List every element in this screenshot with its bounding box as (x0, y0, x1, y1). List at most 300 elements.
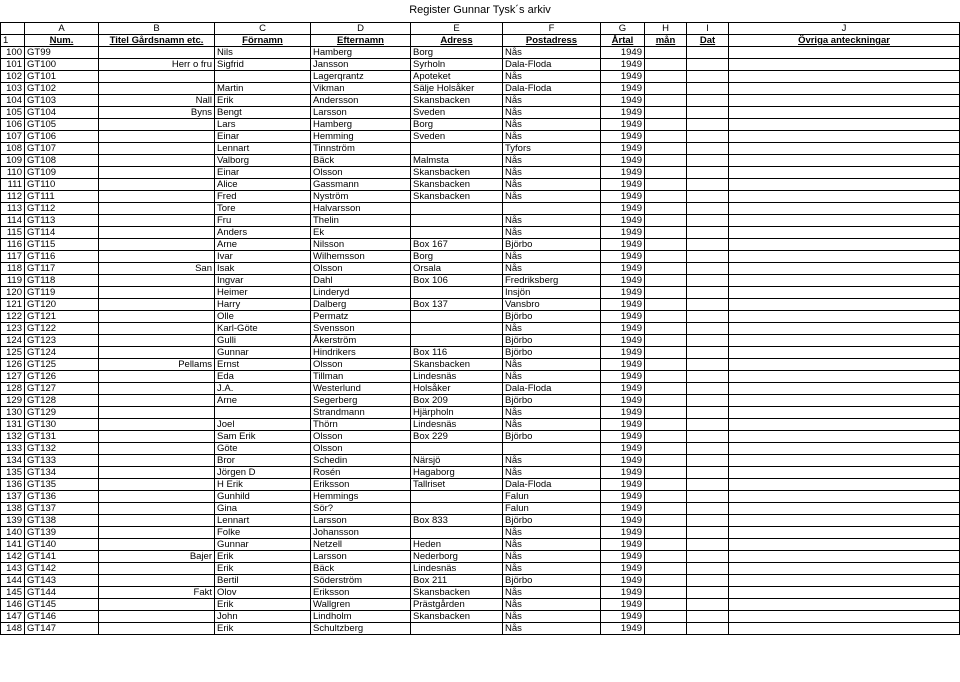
num-cell[interactable]: GT134 (25, 467, 99, 479)
day-cell[interactable] (687, 119, 729, 131)
day-cell[interactable] (687, 611, 729, 623)
row-number[interactable]: 125 (1, 347, 25, 359)
lastname-cell[interactable]: Jansson (311, 59, 411, 71)
lastname-cell[interactable]: Eriksson (311, 587, 411, 599)
num-cell[interactable]: GT146 (25, 611, 99, 623)
day-cell[interactable] (687, 83, 729, 95)
lastname-cell[interactable]: Vikman (311, 83, 411, 95)
notes-cell[interactable] (729, 215, 960, 227)
num-cell[interactable]: GT100 (25, 59, 99, 71)
firstname-cell[interactable]: John (215, 611, 311, 623)
title-cell[interactable] (99, 83, 215, 95)
address-cell[interactable]: Sälje Holsåker (411, 83, 503, 95)
year-cell[interactable]: 1949 (601, 107, 645, 119)
firstname-cell[interactable]: H Erik (215, 479, 311, 491)
row-number[interactable]: 110 (1, 167, 25, 179)
lastname-cell[interactable]: Rosén (311, 467, 411, 479)
notes-cell[interactable] (729, 371, 960, 383)
firstname-cell[interactable] (215, 407, 311, 419)
month-cell[interactable] (645, 443, 687, 455)
month-cell[interactable] (645, 239, 687, 251)
firstname-cell[interactable]: J.A. (215, 383, 311, 395)
postaddress-cell[interactable]: Nås (503, 599, 601, 611)
notes-cell[interactable] (729, 383, 960, 395)
day-cell[interactable] (687, 47, 729, 59)
month-cell[interactable] (645, 251, 687, 263)
num-cell[interactable]: GT102 (25, 83, 99, 95)
day-cell[interactable] (687, 335, 729, 347)
num-cell[interactable]: GT139 (25, 527, 99, 539)
firstname-cell[interactable]: Einar (215, 131, 311, 143)
title-cell[interactable] (99, 515, 215, 527)
row-number[interactable]: 127 (1, 371, 25, 383)
lastname-cell[interactable]: Larsson (311, 515, 411, 527)
postaddress-cell[interactable]: Nås (503, 563, 601, 575)
month-cell[interactable] (645, 539, 687, 551)
lastname-cell[interactable]: Bäck (311, 155, 411, 167)
num-cell[interactable]: GT123 (25, 335, 99, 347)
firstname-cell[interactable]: Erik (215, 563, 311, 575)
year-cell[interactable]: 1949 (601, 299, 645, 311)
firstname-cell[interactable]: Isak (215, 263, 311, 275)
postaddress-cell[interactable]: Nås (503, 323, 601, 335)
address-cell[interactable] (411, 227, 503, 239)
row-number[interactable]: 114 (1, 215, 25, 227)
address-cell[interactable]: Skansbacken (411, 179, 503, 191)
postaddress-cell[interactable]: Falun (503, 491, 601, 503)
month-cell[interactable] (645, 215, 687, 227)
address-cell[interactable]: Lindesnäs (411, 371, 503, 383)
address-cell[interactable]: Borg (411, 119, 503, 131)
postaddress-cell[interactable]: Nås (503, 167, 601, 179)
header-month[interactable]: mån (645, 35, 687, 47)
num-cell[interactable]: GT108 (25, 155, 99, 167)
firstname-cell[interactable]: Erik (215, 95, 311, 107)
title-cell[interactable] (99, 167, 215, 179)
title-cell[interactable]: Pellams (99, 359, 215, 371)
lastname-cell[interactable]: Åkerström (311, 335, 411, 347)
firstname-cell[interactable]: Olle (215, 311, 311, 323)
year-cell[interactable]: 1949 (601, 611, 645, 623)
lastname-cell[interactable]: Larsson (311, 551, 411, 563)
day-cell[interactable] (687, 539, 729, 551)
firstname-cell[interactable]: Ivar (215, 251, 311, 263)
month-cell[interactable] (645, 203, 687, 215)
month-cell[interactable] (645, 275, 687, 287)
row-number[interactable]: 118 (1, 263, 25, 275)
notes-cell[interactable] (729, 455, 960, 467)
row-number[interactable]: 122 (1, 311, 25, 323)
column-letter[interactable]: A (25, 23, 99, 35)
num-cell[interactable]: GT140 (25, 539, 99, 551)
postaddress-cell[interactable]: Nås (503, 467, 601, 479)
year-cell[interactable]: 1949 (601, 623, 645, 635)
address-cell[interactable]: Box 116 (411, 347, 503, 359)
row-number[interactable]: 143 (1, 563, 25, 575)
year-cell[interactable]: 1949 (601, 95, 645, 107)
postaddress-cell[interactable]: Dala-Floda (503, 479, 601, 491)
notes-cell[interactable] (729, 167, 960, 179)
day-cell[interactable] (687, 587, 729, 599)
title-cell[interactable] (99, 611, 215, 623)
month-cell[interactable] (645, 155, 687, 167)
num-cell[interactable]: GT120 (25, 299, 99, 311)
firstname-cell[interactable]: Arne (215, 395, 311, 407)
lastname-cell[interactable]: Sör? (311, 503, 411, 515)
year-cell[interactable]: 1949 (601, 575, 645, 587)
num-cell[interactable]: GT104 (25, 107, 99, 119)
num-cell[interactable]: GT113 (25, 215, 99, 227)
postaddress-cell[interactable]: Nås (503, 371, 601, 383)
lastname-cell[interactable]: Hemmings (311, 491, 411, 503)
lastname-cell[interactable]: Söderström (311, 575, 411, 587)
notes-cell[interactable] (729, 59, 960, 71)
notes-cell[interactable] (729, 563, 960, 575)
row-number[interactable]: 133 (1, 443, 25, 455)
postaddress-cell[interactable]: Falun (503, 503, 601, 515)
row-number[interactable]: 126 (1, 359, 25, 371)
month-cell[interactable] (645, 395, 687, 407)
day-cell[interactable] (687, 323, 729, 335)
year-cell[interactable]: 1949 (601, 203, 645, 215)
postaddress-cell[interactable]: Björbo (503, 239, 601, 251)
num-cell[interactable]: GT130 (25, 419, 99, 431)
year-cell[interactable]: 1949 (601, 59, 645, 71)
day-cell[interactable] (687, 179, 729, 191)
lastname-cell[interactable]: Wilhemsson (311, 251, 411, 263)
day-cell[interactable] (687, 251, 729, 263)
firstname-cell[interactable]: Martin (215, 83, 311, 95)
num-cell[interactable]: GT105 (25, 119, 99, 131)
row-number[interactable]: 131 (1, 419, 25, 431)
lastname-cell[interactable]: Schedin (311, 455, 411, 467)
title-cell[interactable] (99, 323, 215, 335)
header-address[interactable]: Adress (411, 35, 503, 47)
num-cell[interactable]: GT124 (25, 347, 99, 359)
postaddress-cell[interactable]: Nås (503, 131, 601, 143)
day-cell[interactable] (687, 443, 729, 455)
firstname-cell[interactable]: Arne (215, 239, 311, 251)
num-cell[interactable]: GT110 (25, 179, 99, 191)
day-cell[interactable] (687, 311, 729, 323)
corner-cell[interactable] (1, 23, 25, 35)
row-number[interactable]: 120 (1, 287, 25, 299)
title-cell[interactable]: San (99, 263, 215, 275)
day-cell[interactable] (687, 527, 729, 539)
year-cell[interactable]: 1949 (601, 47, 645, 59)
postaddress-cell[interactable]: Björbo (503, 335, 601, 347)
firstname-cell[interactable]: Gulli (215, 335, 311, 347)
notes-cell[interactable] (729, 263, 960, 275)
firstname-cell[interactable]: Lennart (215, 143, 311, 155)
address-cell[interactable]: Lindesnäs (411, 419, 503, 431)
address-cell[interactable]: Box 833 (411, 515, 503, 527)
month-cell[interactable] (645, 587, 687, 599)
notes-cell[interactable] (729, 623, 960, 635)
title-cell[interactable] (99, 539, 215, 551)
num-cell[interactable]: GT109 (25, 167, 99, 179)
address-cell[interactable]: Hjärpholn (411, 407, 503, 419)
postaddress-cell[interactable]: Nås (503, 251, 601, 263)
day-cell[interactable] (687, 191, 729, 203)
day-cell[interactable] (687, 347, 729, 359)
address-cell[interactable]: Nederborg (411, 551, 503, 563)
num-cell[interactable]: GT107 (25, 143, 99, 155)
num-cell[interactable]: GT119 (25, 287, 99, 299)
title-cell[interactable] (99, 119, 215, 131)
year-cell[interactable]: 1949 (601, 431, 645, 443)
month-cell[interactable] (645, 107, 687, 119)
notes-cell[interactable] (729, 503, 960, 515)
postaddress-cell[interactable]: Nås (503, 551, 601, 563)
year-cell[interactable]: 1949 (601, 179, 645, 191)
year-cell[interactable]: 1949 (601, 563, 645, 575)
address-cell[interactable]: Lindesnäs (411, 563, 503, 575)
address-cell[interactable]: Skansbacken (411, 587, 503, 599)
year-cell[interactable]: 1949 (601, 215, 645, 227)
title-cell[interactable] (99, 431, 215, 443)
title-cell[interactable] (99, 503, 215, 515)
postaddress-cell[interactable]: Nås (503, 539, 601, 551)
lastname-cell[interactable]: Thelin (311, 215, 411, 227)
title-cell[interactable] (99, 479, 215, 491)
notes-cell[interactable] (729, 587, 960, 599)
row-number[interactable]: 107 (1, 131, 25, 143)
header-num[interactable]: Num. (25, 35, 99, 47)
year-cell[interactable]: 1949 (601, 407, 645, 419)
day-cell[interactable] (687, 407, 729, 419)
firstname-cell[interactable]: Erik (215, 551, 311, 563)
lastname-cell[interactable]: Thörn (311, 419, 411, 431)
day-cell[interactable] (687, 359, 729, 371)
num-cell[interactable]: GT128 (25, 395, 99, 407)
month-cell[interactable] (645, 431, 687, 443)
day-cell[interactable] (687, 95, 729, 107)
column-letter[interactable]: F (503, 23, 601, 35)
num-cell[interactable]: GT143 (25, 575, 99, 587)
year-cell[interactable]: 1949 (601, 311, 645, 323)
postaddress-cell[interactable]: Nås (503, 227, 601, 239)
year-cell[interactable]: 1949 (601, 251, 645, 263)
lastname-cell[interactable]: Olsson (311, 431, 411, 443)
row-number[interactable]: 138 (1, 503, 25, 515)
firstname-cell[interactable]: Gunnar (215, 539, 311, 551)
title-cell[interactable]: Bajer (99, 551, 215, 563)
address-cell[interactable] (411, 143, 503, 155)
notes-cell[interactable] (729, 527, 960, 539)
notes-cell[interactable] (729, 491, 960, 503)
notes-cell[interactable] (729, 251, 960, 263)
day-cell[interactable] (687, 203, 729, 215)
notes-cell[interactable] (729, 299, 960, 311)
notes-cell[interactable] (729, 347, 960, 359)
month-cell[interactable] (645, 479, 687, 491)
row-number[interactable]: 123 (1, 323, 25, 335)
day-cell[interactable] (687, 467, 729, 479)
row-number[interactable]: 109 (1, 155, 25, 167)
day-cell[interactable] (687, 287, 729, 299)
month-cell[interactable] (645, 467, 687, 479)
year-cell[interactable]: 1949 (601, 275, 645, 287)
firstname-cell[interactable]: Lars (215, 119, 311, 131)
row-number[interactable]: 111 (1, 179, 25, 191)
row-number[interactable]: 121 (1, 299, 25, 311)
day-cell[interactable] (687, 575, 729, 587)
postaddress-cell[interactable]: Björbo (503, 431, 601, 443)
address-cell[interactable]: Skansbacken (411, 359, 503, 371)
row-number[interactable]: 148 (1, 623, 25, 635)
day-cell[interactable] (687, 107, 729, 119)
address-cell[interactable]: Box 137 (411, 299, 503, 311)
address-cell[interactable] (411, 527, 503, 539)
day-cell[interactable] (687, 431, 729, 443)
postaddress-cell[interactable]: Nås (503, 455, 601, 467)
month-cell[interactable] (645, 263, 687, 275)
lastname-cell[interactable]: Ek (311, 227, 411, 239)
firstname-cell[interactable]: Valborg (215, 155, 311, 167)
row-number[interactable]: 129 (1, 395, 25, 407)
title-cell[interactable] (99, 383, 215, 395)
year-cell[interactable]: 1949 (601, 539, 645, 551)
day-cell[interactable] (687, 239, 729, 251)
address-cell[interactable]: Skansbacken (411, 611, 503, 623)
notes-cell[interactable] (729, 203, 960, 215)
day-cell[interactable] (687, 167, 729, 179)
header-day[interactable]: Dat (687, 35, 729, 47)
title-cell[interactable] (99, 155, 215, 167)
lastname-cell[interactable]: Tillman (311, 371, 411, 383)
day-cell[interactable] (687, 371, 729, 383)
address-cell[interactable]: Borg (411, 251, 503, 263)
address-cell[interactable] (411, 323, 503, 335)
num-cell[interactable]: GT147 (25, 623, 99, 635)
lastname-cell[interactable]: Johansson (311, 527, 411, 539)
num-cell[interactable]: GT122 (25, 323, 99, 335)
row-number[interactable]: 132 (1, 431, 25, 443)
notes-cell[interactable] (729, 239, 960, 251)
firstname-cell[interactable]: Anders (215, 227, 311, 239)
row-number[interactable]: 130 (1, 407, 25, 419)
year-cell[interactable]: 1949 (601, 491, 645, 503)
firstname-cell[interactable]: Heimer (215, 287, 311, 299)
day-cell[interactable] (687, 215, 729, 227)
num-cell[interactable]: GT99 (25, 47, 99, 59)
notes-cell[interactable] (729, 539, 960, 551)
num-cell[interactable]: GT136 (25, 491, 99, 503)
firstname-cell[interactable]: Gina (215, 503, 311, 515)
num-cell[interactable]: GT131 (25, 431, 99, 443)
lastname-cell[interactable]: Bäck (311, 563, 411, 575)
month-cell[interactable] (645, 59, 687, 71)
notes-cell[interactable] (729, 83, 960, 95)
title-cell[interactable] (99, 203, 215, 215)
num-cell[interactable]: GT111 (25, 191, 99, 203)
notes-cell[interactable] (729, 575, 960, 587)
address-cell[interactable] (411, 215, 503, 227)
address-cell[interactable]: Skansbacken (411, 191, 503, 203)
postaddress-cell[interactable]: Björbo (503, 311, 601, 323)
title-cell[interactable] (99, 275, 215, 287)
lastname-cell[interactable]: Strandmann (311, 407, 411, 419)
notes-cell[interactable] (729, 431, 960, 443)
lastname-cell[interactable]: Hindrikers (311, 347, 411, 359)
title-cell[interactable] (99, 47, 215, 59)
lastname-cell[interactable]: Eriksson (311, 479, 411, 491)
firstname-cell[interactable]: Bengt (215, 107, 311, 119)
column-letter[interactable]: C (215, 23, 311, 35)
title-cell[interactable]: Byns (99, 107, 215, 119)
lastname-cell[interactable]: Linderyd (311, 287, 411, 299)
row-number[interactable]: 146 (1, 599, 25, 611)
lastname-cell[interactable]: Dahl (311, 275, 411, 287)
year-cell[interactable]: 1949 (601, 119, 645, 131)
postaddress-cell[interactable]: Tyfors (503, 143, 601, 155)
year-cell[interactable]: 1949 (601, 131, 645, 143)
title-cell[interactable] (99, 407, 215, 419)
month-cell[interactable] (645, 131, 687, 143)
month-cell[interactable] (645, 515, 687, 527)
lastname-cell[interactable]: Wallgren (311, 599, 411, 611)
postaddress-cell[interactable]: Nås (503, 527, 601, 539)
month-cell[interactable] (645, 419, 687, 431)
header-lastname[interactable]: Efternamn (311, 35, 411, 47)
notes-cell[interactable] (729, 155, 960, 167)
num-cell[interactable]: GT132 (25, 443, 99, 455)
address-cell[interactable]: Närsjö (411, 455, 503, 467)
day-cell[interactable] (687, 455, 729, 467)
row-number[interactable]: 119 (1, 275, 25, 287)
year-cell[interactable]: 1949 (601, 227, 645, 239)
lastname-cell[interactable]: Lagerqrantz (311, 71, 411, 83)
day-cell[interactable] (687, 131, 729, 143)
lastname-cell[interactable]: Svensson (311, 323, 411, 335)
postaddress-cell[interactable]: Dala-Floda (503, 83, 601, 95)
header-year[interactable]: Årtal (601, 35, 645, 47)
year-cell[interactable]: 1949 (601, 371, 645, 383)
lastname-cell[interactable]: Olsson (311, 359, 411, 371)
month-cell[interactable] (645, 551, 687, 563)
day-cell[interactable] (687, 143, 729, 155)
year-cell[interactable]: 1949 (601, 263, 645, 275)
row-number[interactable]: 115 (1, 227, 25, 239)
title-cell[interactable] (99, 131, 215, 143)
address-cell[interactable]: Box 209 (411, 395, 503, 407)
lastname-cell[interactable]: Nilsson (311, 239, 411, 251)
row-number[interactable]: 144 (1, 575, 25, 587)
firstname-cell[interactable]: Bror (215, 455, 311, 467)
year-cell[interactable]: 1949 (601, 155, 645, 167)
notes-cell[interactable] (729, 359, 960, 371)
year-cell[interactable]: 1949 (601, 83, 645, 95)
month-cell[interactable] (645, 491, 687, 503)
title-cell[interactable] (99, 527, 215, 539)
lastname-cell[interactable]: Dalberg (311, 299, 411, 311)
notes-cell[interactable] (729, 323, 960, 335)
lastname-cell[interactable]: Nyström (311, 191, 411, 203)
title-cell[interactable] (99, 371, 215, 383)
year-cell[interactable]: 1949 (601, 503, 645, 515)
address-cell[interactable]: Box 106 (411, 275, 503, 287)
row-number[interactable]: 124 (1, 335, 25, 347)
year-cell[interactable]: 1949 (601, 515, 645, 527)
title-cell[interactable] (99, 143, 215, 155)
row-number[interactable]: 145 (1, 587, 25, 599)
month-cell[interactable] (645, 383, 687, 395)
num-cell[interactable]: GT138 (25, 515, 99, 527)
notes-cell[interactable] (729, 95, 960, 107)
month-cell[interactable] (645, 359, 687, 371)
notes-cell[interactable] (729, 467, 960, 479)
